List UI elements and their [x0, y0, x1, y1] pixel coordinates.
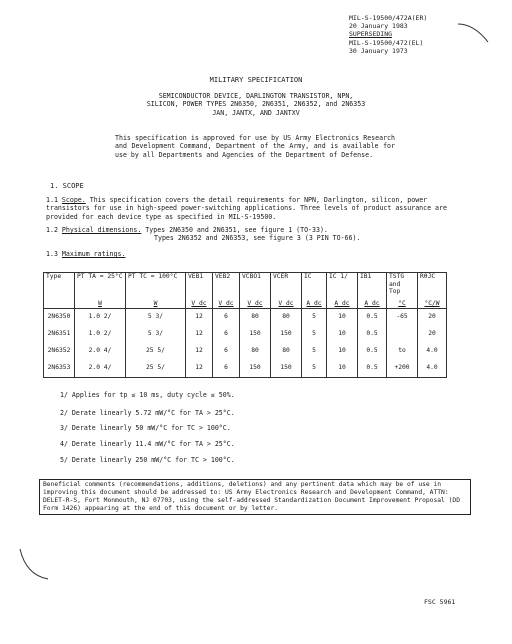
- subtitle-line: JAN, JANTX, AND JANTXV: [212, 108, 300, 117]
- unit-cell: °C: [387, 296, 418, 309]
- table-cell: 10: [327, 360, 358, 378]
- doc-date: 20 January 1983: [349, 22, 408, 31]
- para-number: 1.2: [46, 226, 58, 234]
- table-cell: 5: [302, 343, 327, 360]
- table-cell: 80: [271, 343, 302, 360]
- footnote: 1/ Applies for tp ≤ 10 ms, duty cycle ≤ 50%.: [60, 391, 235, 399]
- table-cell: 4.0: [418, 360, 447, 378]
- doc-id: MIL-S-19500/472A(ER): [349, 14, 428, 22]
- table-cell: 2N6353: [44, 360, 75, 378]
- table-cell: 20: [418, 308, 447, 326]
- table-cell: 2N6350: [44, 308, 75, 326]
- unit-cell: W: [126, 296, 186, 309]
- footnote: 4/ Derate linearly 11.4 mW/°C for TA > 25°C.: [60, 440, 235, 448]
- table-cell: 80: [240, 308, 271, 326]
- table-cell: 10: [327, 343, 358, 360]
- table-cell: 0.5: [358, 360, 387, 378]
- table-cell: 0.5: [358, 326, 387, 343]
- table-cell: 2N6351: [44, 326, 75, 343]
- table-cell: 6: [213, 360, 240, 378]
- para-number: 1.3: [46, 250, 58, 258]
- table-cell: 150: [240, 326, 271, 343]
- col-header: VCBO1: [240, 273, 271, 296]
- unit-cell: V dc: [213, 296, 240, 309]
- footnote: 2/ Derate linearly 5.72 mW/°C for TA > 25°C.: [60, 409, 235, 417]
- table-units-row: [44, 296, 447, 309]
- col-header: TSTG and Top: [387, 273, 418, 296]
- para-text: Types 2N6350 and 2N6351, see figure 1 (TO-33).: [145, 226, 328, 234]
- beneficial-comments-box: Beneficial comments (recommendations, additions, deletions) and any pertinent data which may be of use in improving this document should be addressed to: US Army Electronics Research and Development Command, ATTN: DELET-R-S, Fort Monmouth, NJ 07703, using the self-addressed Standardization Document Improvement Proposal (DD Form 1426) appearing at the end of this document or by letter.: [39, 479, 471, 515]
- footnote: 3/ Derate linearly 50 mW/°C for TC > 100°C.: [60, 424, 231, 432]
- table-cell: 12: [186, 308, 213, 326]
- table-header-row: [44, 273, 447, 296]
- para-title: Maximum ratings.: [61, 250, 126, 258]
- table-cell: 4.0: [418, 343, 447, 360]
- col-header: RθJC: [418, 273, 447, 296]
- paragraph-1-2: [46, 226, 486, 243]
- paragraph-1-3: [46, 250, 466, 258]
- section-heading-scope: 1. SCOPE: [50, 182, 84, 190]
- paragraph-1-1: [46, 196, 466, 221]
- col-header: VCER: [271, 273, 302, 296]
- unit-cell: W: [75, 296, 126, 309]
- table-cell: 1.0 2/: [75, 326, 126, 343]
- table-row: [44, 343, 447, 360]
- table-cell: to: [387, 343, 418, 360]
- table-cell: -65: [387, 308, 418, 326]
- col-header: IB1: [358, 273, 387, 296]
- document-title: MILITARY SPECIFICATION: [209, 76, 303, 84]
- table-cell: 25 5/: [126, 360, 186, 378]
- table-cell: 2.0 4/: [75, 343, 126, 360]
- unit-cell: V dc: [240, 296, 271, 309]
- para-text: Types 2N6352 and 2N6353, see figure 3 (3 PIN TO-66).: [154, 234, 361, 243]
- table-cell: +200: [387, 360, 418, 378]
- table-cell: 5 3/: [126, 308, 186, 326]
- table-cell: 5: [302, 360, 327, 378]
- table-cell: 10: [327, 326, 358, 343]
- unit-cell: °C/W: [418, 296, 447, 309]
- table-cell: 10: [327, 308, 358, 326]
- table-cell: 5: [302, 308, 327, 326]
- table-row: [44, 360, 447, 378]
- table-cell: 25 5/: [126, 343, 186, 360]
- col-header: PT TC = 100°C: [126, 273, 186, 296]
- table-cell: 0.5: [358, 308, 387, 326]
- unit-cell: A dc: [302, 296, 327, 309]
- table-cell: 6: [213, 343, 240, 360]
- col-header: VEB2: [213, 273, 240, 296]
- unit-cell: V dc: [271, 296, 302, 309]
- supersedes-date: 30 January 1973: [349, 46, 408, 55]
- fsc-code: FSC 5961: [424, 598, 456, 606]
- col-header: VEB1: [186, 273, 213, 296]
- col-header: Type: [44, 273, 75, 296]
- para-title: Physical dimensions.: [61, 226, 142, 234]
- para-number: 1.1: [46, 196, 58, 204]
- unit-cell: [44, 296, 75, 309]
- footnote: 5/ Derate linearly 250 mW/°C for TC > 100°C.: [60, 456, 235, 464]
- table-cell: 20: [418, 326, 447, 343]
- table-row: [44, 308, 447, 326]
- table-cell: 5 3/: [126, 326, 186, 343]
- document-header: [349, 14, 427, 55]
- table-cell: 1.0 2/: [75, 308, 126, 326]
- table-cell: 12: [186, 326, 213, 343]
- col-header: IC 1/: [327, 273, 358, 296]
- unit-cell: A dc: [327, 296, 358, 309]
- scan-mark-icon: [454, 20, 494, 50]
- unit-cell: V dc: [186, 296, 213, 309]
- superseding-label: SUPERSEDING: [349, 30, 393, 39]
- table-cell: 150: [271, 360, 302, 378]
- table-cell: 80: [240, 343, 271, 360]
- table-cell: 150: [240, 360, 271, 378]
- para-title: Scope.: [61, 196, 86, 204]
- unit-cell: A dc: [358, 296, 387, 309]
- subtitle-line: SILICON, POWER TYPES 2N6350, 2N6351, 2N6352, and 2N6353: [146, 100, 366, 109]
- applicability-statement: This specification is approved for use by US Army Electronics Research and Development Command, Department of the Army, and is available for use by all Departments and Agencies of the Department of Defense.: [115, 134, 395, 159]
- table-cell: 5: [302, 326, 327, 343]
- table-cell: 0.5: [358, 343, 387, 360]
- subtitle-line: SEMICONDUCTOR DEVICE, DARLINGTON TRANSISTOR, NPN,: [158, 92, 354, 100]
- table-cell: 80: [271, 308, 302, 326]
- document-subtitle: [0, 92, 512, 117]
- col-header: IC: [302, 273, 327, 296]
- maximum-ratings-table: [43, 272, 447, 378]
- table-cell: 6: [213, 326, 240, 343]
- col-header: PT TA = 25°C: [75, 273, 126, 296]
- table-cell: 150: [271, 326, 302, 343]
- table-row: [44, 326, 447, 343]
- table-cell: 12: [186, 360, 213, 378]
- table-cell: [387, 326, 418, 343]
- supersedes-id: MIL-S-19500/472(EL): [349, 38, 424, 47]
- para-text: This specification covers the detail requirements for NPN, Darlington, silicon, power transistors for use in high-speed power-switching applications. Three levels of product assurance are provided for each device type as specified in MIL-S-19500.: [46, 196, 447, 221]
- scan-mark-icon: [14, 545, 54, 585]
- table-cell: 12: [186, 343, 213, 360]
- table-cell: 6: [213, 308, 240, 326]
- table-cell: 2N6352: [44, 343, 75, 360]
- table-cell: 2.0 4/: [75, 360, 126, 378]
